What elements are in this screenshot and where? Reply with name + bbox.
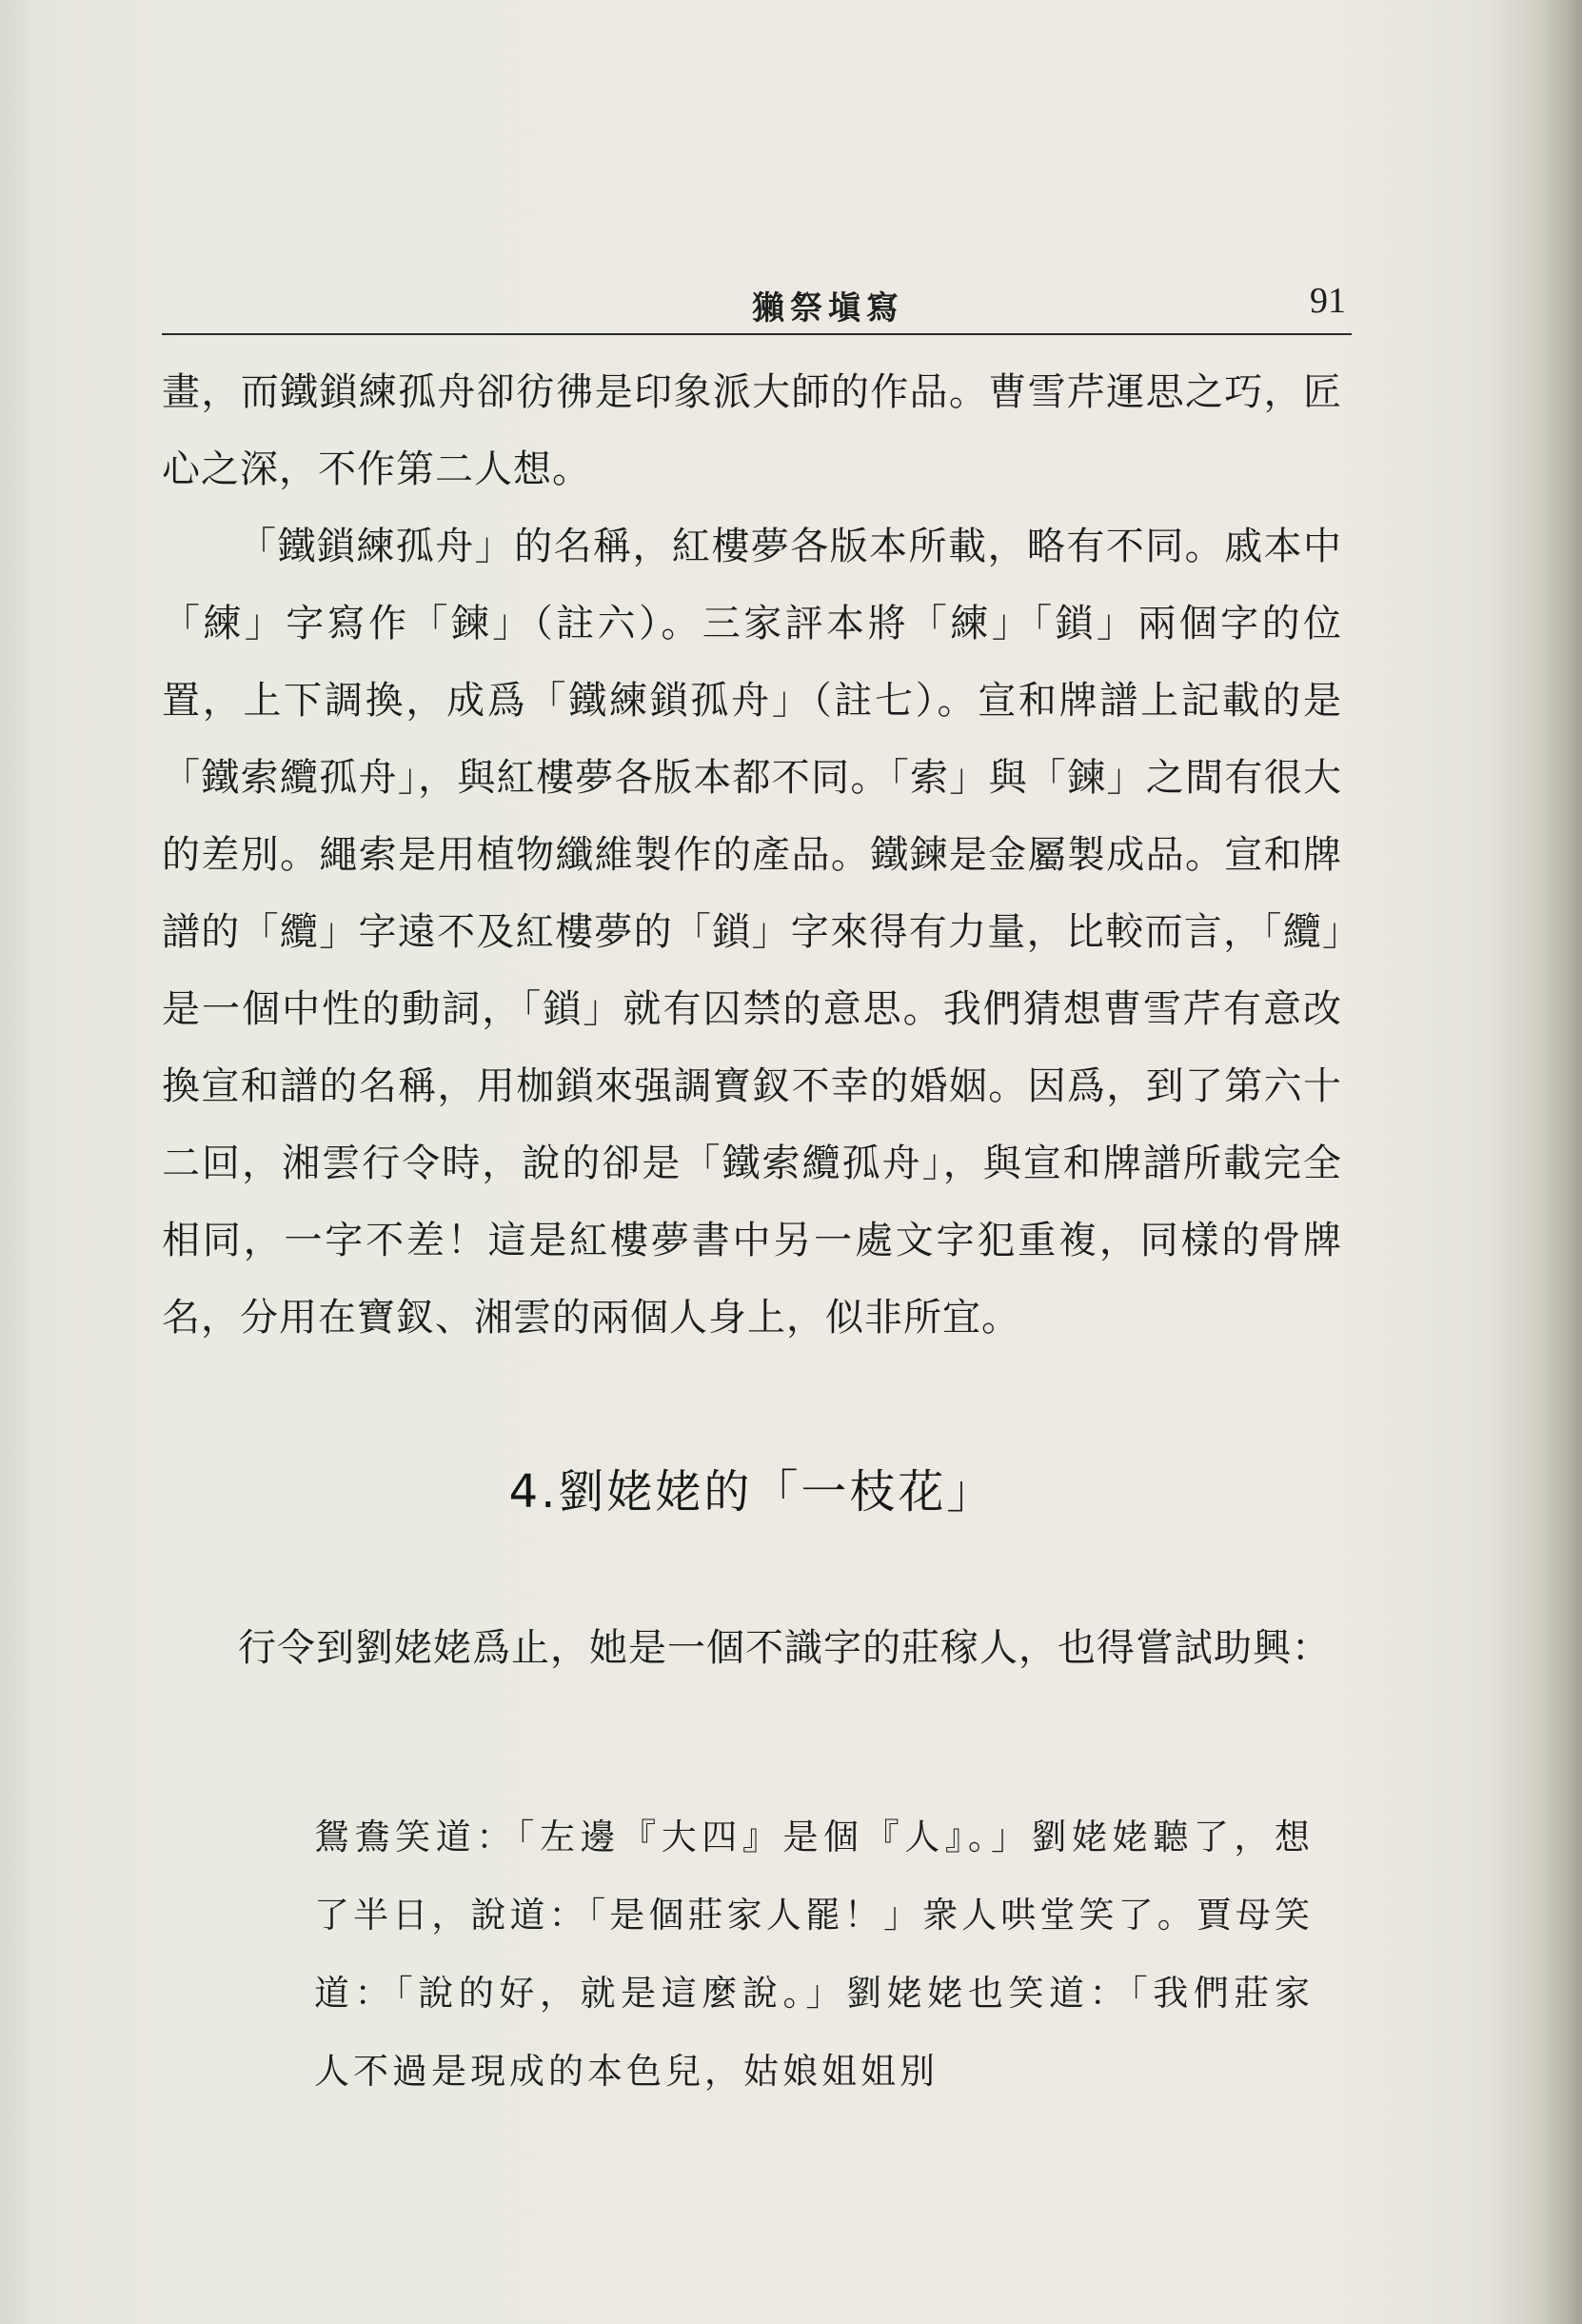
section-heading: 4.劉姥姥的「一枝花」	[508, 1465, 996, 1519]
book-binding-shadow	[1538, 0, 1582, 2324]
page-number: 91	[1310, 281, 1346, 321]
paragraph-continuation: 畫，而鐵鎖練孤舟卻彷彿是印象派大師的作品。曹雪芹運思之巧，匠心之深，不作第二人想。	[162, 370, 1342, 491]
running-header	[162, 280, 1352, 335]
body-text	[162, 354, 1342, 1357]
intro-paragraph: 行令到劉姥姥爲止，她是一個不識字的莊稼人，也得嘗試助興：	[238, 1626, 1331, 1670]
block-quote: 鴛鴦笑道：「左邊『大四』是個『人』。」劉姥姥聽了，想了半日，說道：「是個莊家人罷！」衆人哄堂笑了。賈母笑道：「說的好，就是這麼說。」劉姥姥也笑道：「我們莊家人不過是現成的本色兒，姑娘姐姐別	[314, 1817, 1314, 2092]
paragraph-name-variants: 「鐵鎖練孤舟」的名稱，紅樓夢各版本所載，略有不同。戚本中「練」字寫作「鍊」（註六）。三家評本將「練」「鎖」兩個字的位置，上下調換，成爲「鐵練鎖孤舟」（註七）。宣和牌譜上記載的是「鐵索纜孤舟」，與紅樓夢各版本都不同。「索」與「鍊」之間有很大的差別。繩索是用植物纖維製作的產品。鐵鍊是金屬製成品。宣和牌譜的「纜」字遠不及紅樓夢的「鎖」字來得有力量，比較而言，「纜」是一個中性的動詞，「鎖」就有囚禁的意思。我們猜想曹雪芹有意改換宣和譜的名稱，用枷鎖來强調寶釵不幸的婚姻。因爲，到了第六十二回，湘雲行令時，說的卻是「鐵索纜孤舟」，與宣和牌譜所載完全相同，一字不差！這是紅樓夢書中另一處文字犯重複，同樣的骨牌名，分用在寶釵、湘雲的兩個人身上，似非所宜。	[162, 525, 1342, 1340]
running-title: 獺祭塡寫	[752, 289, 904, 328]
